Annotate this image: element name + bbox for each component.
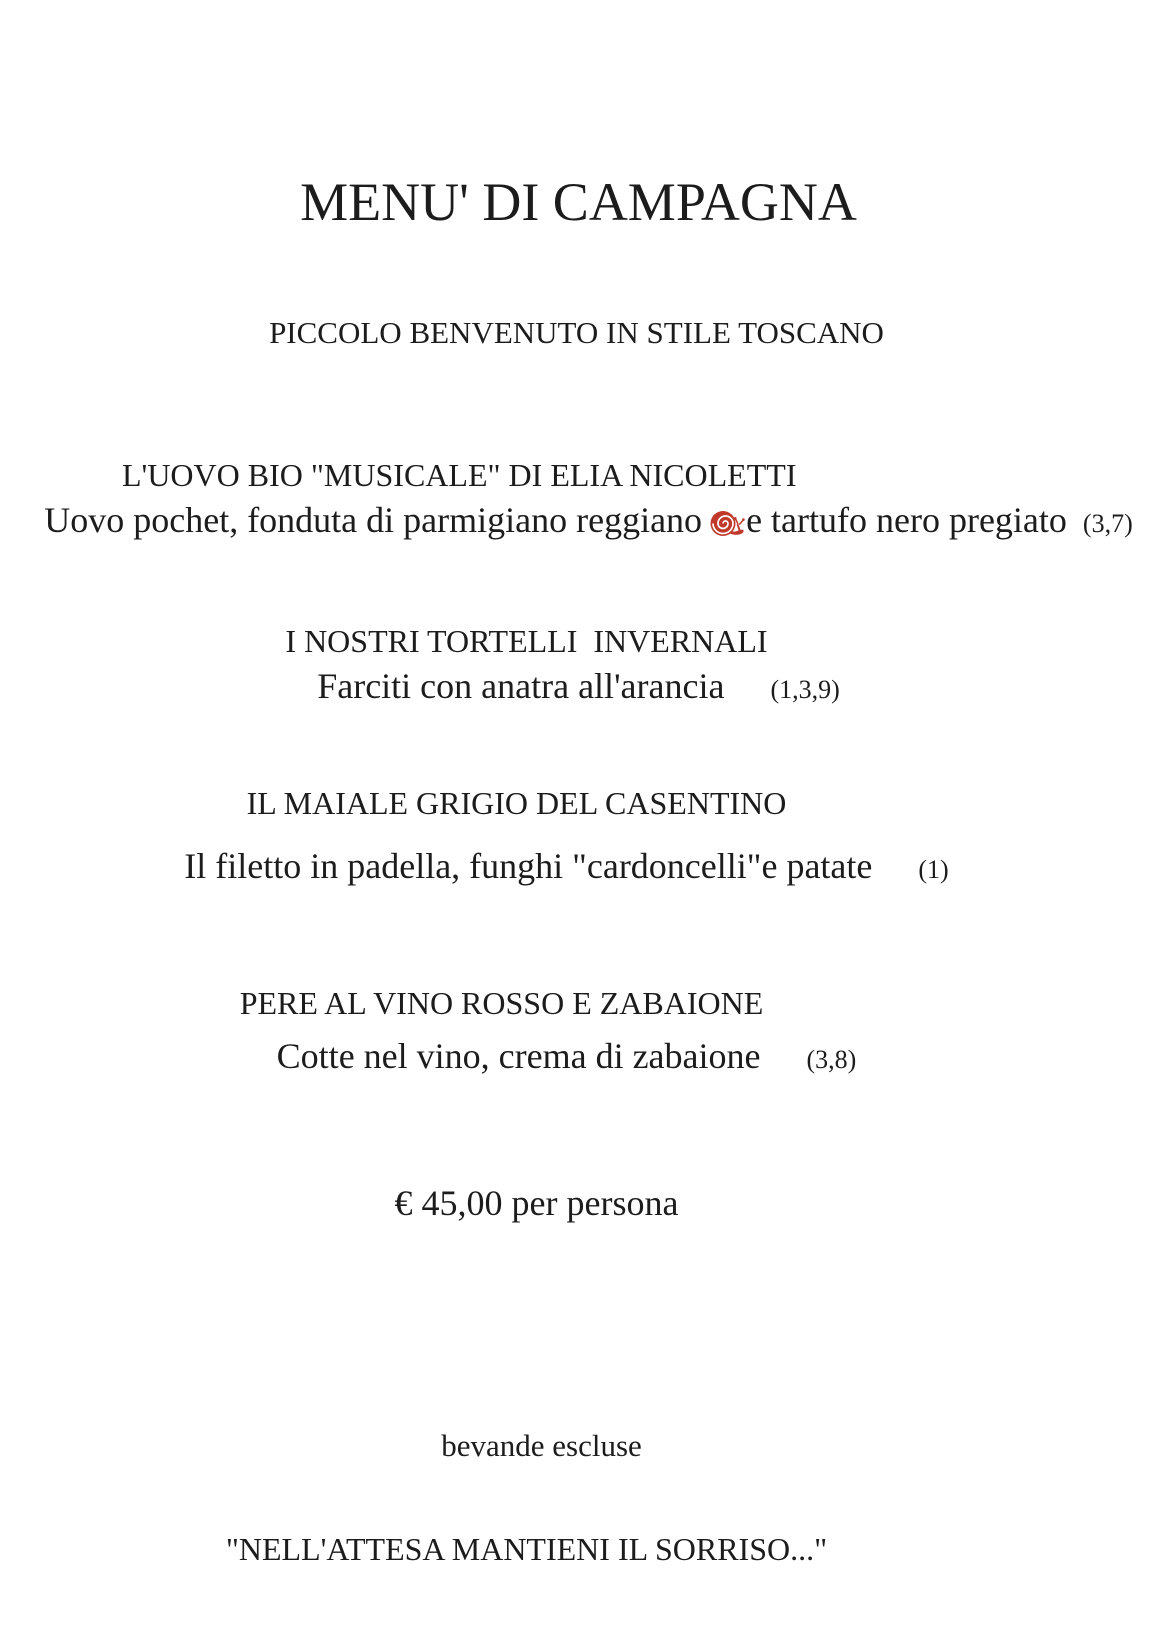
course-description bbox=[0, 842, 1153, 894]
course-description bbox=[2, 496, 1173, 548]
description-text: Cotte nel vino, crema di zabaione bbox=[276, 1036, 761, 1076]
course-maiale bbox=[0, 782, 1173, 894]
course-name: L'UOVO BIO "MUSICALE" DI ELIA NICOLETTI bbox=[122, 457, 797, 493]
description-text: Uovo pochet, fonduta di parmigiano reggiano bbox=[44, 500, 703, 540]
price-line: € 45,00 per persona bbox=[394, 1183, 679, 1223]
course-uovo bbox=[0, 454, 1173, 548]
description-text: e tartufo nero pregiato bbox=[746, 500, 1067, 540]
snail-icon bbox=[710, 507, 746, 538]
course-name: IL MAIALE GRIGIO DEL CASENTINO bbox=[246, 785, 787, 821]
allergen-numbers: (3,7) bbox=[1082, 509, 1133, 538]
course-name: PERE AL VINO ROSSO E ZABAIONE bbox=[239, 985, 764, 1021]
beverages-note: bevande escluse bbox=[441, 1428, 642, 1463]
allergen-numbers: (3,8) bbox=[806, 1045, 857, 1074]
allergen-numbers: (1,3,9) bbox=[770, 675, 840, 704]
menu-title: MENU' DI CAMPAGNA bbox=[300, 172, 857, 232]
course-description bbox=[0, 662, 1165, 714]
description-text: Il filetto in padella, funghi "cardoncelli"e patate bbox=[184, 846, 873, 886]
course-name: I NOSTRI TORTELLI INVERNALI bbox=[285, 623, 768, 659]
welcome-line: PICCOLO BENVENUTO IN STILE TOSCANO bbox=[269, 315, 884, 350]
description-text: Farciti con anatra all'arancia bbox=[317, 666, 725, 706]
course-tortelli bbox=[0, 620, 1173, 714]
course-description bbox=[0, 1032, 1153, 1084]
course-pere bbox=[0, 982, 1173, 1084]
closing-quote: "NELL'ATTESA MANTIENI IL SORRISO..." bbox=[225, 1531, 828, 1567]
allergen-numbers: (1) bbox=[918, 855, 949, 884]
